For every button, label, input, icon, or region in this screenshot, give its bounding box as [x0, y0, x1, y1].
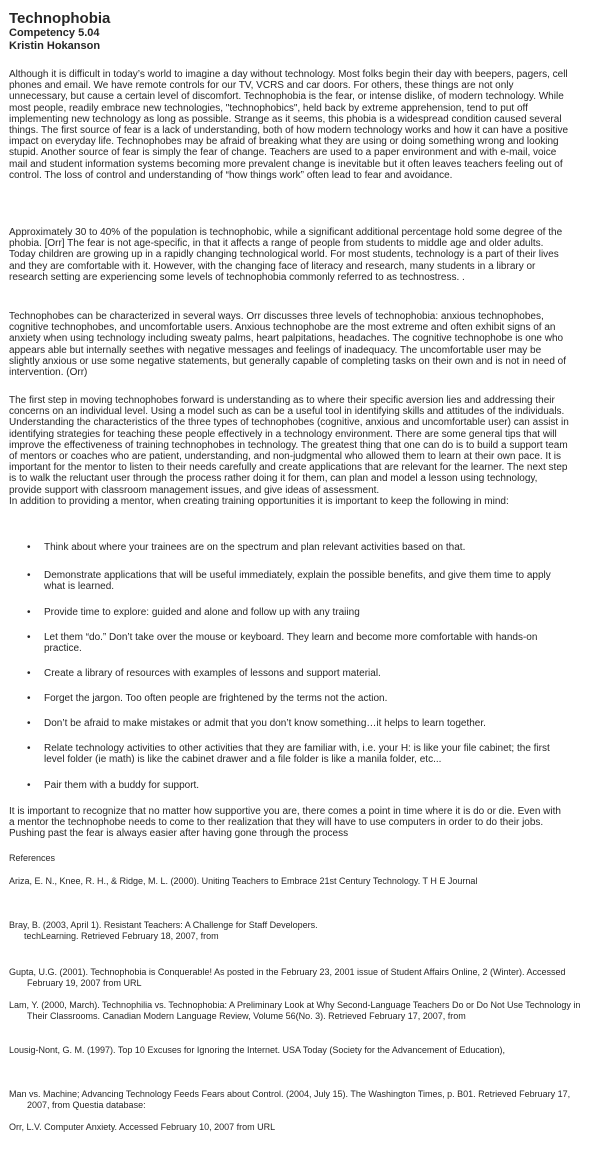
list-item-text: Let them “do.” Don’t take over the mouse or keyboard. They learn and become more comfortable with hands-on practice. — [44, 632, 538, 655]
list-item — [0, 743, 564, 766]
reference-item: techLearning. Retrieved February 18, 2007, from — [24, 931, 219, 941]
reference-item: Orr, L.V. Computer Anxiety. Accessed February 10, 2007 from URL — [9, 1122, 276, 1132]
list-item-text: Provide time to explore: guided and alone and follow up with any traiing — [44, 607, 360, 618]
paragraph-closing — [9, 806, 569, 840]
list-item-text: Demonstrate applications that will be useful immediately, explain the possible benefits, and give them time to apply what is learned. — [44, 570, 551, 593]
bullet-icon: • — [27, 743, 31, 754]
list-item-text: Think about where your trainees are on the spectrum and plan relevant activities based on that. — [44, 542, 466, 553]
reference-item: Lam, Y. (2000, March). Technophilia vs. Technophobia: A Preliminary Look at Why Second-Language Teachers Do or Do Not Use Technology in Their Classrooms. Canadian Modern Language Review, Volume 56(No. 3). Retrieved February 17, 2007, from — [9, 1000, 581, 1021]
list-item — [0, 780, 564, 791]
bullet-icon: • — [27, 693, 31, 704]
list-item-text: Relate technology activities to other activities that they are familiar with, i.e. your H: is like your file cabinet; the first level folder (ie math) is like the cabinet drawer and a file folder is like a manila folder, etc... — [44, 743, 550, 766]
bullet-icon: • — [27, 607, 31, 618]
list-item — [0, 570, 564, 593]
bullet-icon: • — [27, 780, 31, 791]
list-item-text: Pair them with a buddy for support. — [44, 780, 200, 791]
list-item — [0, 632, 564, 655]
paragraph-types — [9, 311, 569, 378]
paragraph-text: Approximately 30 to 40% of the population is technophobic, while a significant additional percentage hold some degree of the phobia. [Orr] The fear is not age-specific, in that it affects a range of people from students to middle age and older adults. Today children are growing up in a rapidly changing technological world. For most students, technology is a part of their lives and they are comfortable with it. However, with the changing face of literacy and research, many students in a library or research setting are experiencing some levels of technophobia commonly referred to as technostress. . — [9, 227, 563, 283]
paragraph-text: In addition to providing a mentor, when creating training opportunities it is important to keep the following in mind: — [9, 495, 509, 507]
paragraph-first-step — [9, 395, 569, 507]
bullet-icon: • — [27, 542, 31, 553]
bullet-icon: • — [27, 668, 31, 679]
document-header — [9, 10, 110, 53]
list-item — [0, 718, 564, 729]
list-item-text: Create a library of resources with examples of lessons and support material. — [44, 668, 381, 679]
list-item — [0, 607, 564, 618]
list-item — [0, 693, 564, 704]
paragraph-text: Technophobes can be characterized in several ways. Orr discusses three levels of technophobia: anxious technophobes, cognitive technophobes, and uncomfortable users. Anxious technophobe are the most extreme and often exhibit signs of an anxiety when using technology including sweaty palms, heart palpitations, headaches. The cognitive technophobe is one who appears able but internally seethes with negative messages and feelings of inadequacy. The uncomfortable user may be slightly anxious or use some negative statements, but generally capable of completing tasks on their own and is not in need of intervention. (Orr) — [9, 311, 566, 379]
reference-item: Lousig-Nont, G. M. (1997). Top 10 Excuses for Ignoring the Internet. USA Today (Society for the Advancement of Education), — [9, 1045, 505, 1055]
paragraph-statistics — [9, 227, 569, 283]
list-item-text: Forget the jargon. Too often people are frightened by the terms not the action. — [44, 693, 388, 704]
list-item — [0, 542, 564, 553]
bullet-icon: • — [27, 632, 31, 643]
list-item — [0, 668, 564, 679]
bullet-icon: • — [27, 570, 31, 581]
competency-label: Competency 5.04 — [9, 27, 100, 39]
reference-item: Gupta, U.G. (2001). Technophobia is Conquerable! As posted in the February 23, 2001 issue of Student Affairs Online, 2 (Winter). Accessed February 19, 2007 from URL — [9, 967, 566, 988]
paragraph-text: It is important to recognize that no matter how supportive you are, there comes a point in time where it is do or die. Even with a mentor the technophobe needs to come to ther realization that they will have to use computers in order to do their jobs. Pushing past the fear is always easier after having gone through the process — [9, 806, 561, 840]
list-item-text: Don’t be afraid to make mistakes or admit that you don’t know something…it helps to learn together. — [44, 718, 486, 729]
reference-item: Man vs. Machine; Advancing Technology Feeds Fears about Control. (2004, July 15). The Washington Times, p. B01. Retrieved February 17, 2007, from Questia database: — [9, 1089, 571, 1110]
paragraph-intro — [9, 69, 569, 181]
paragraph-text: Although it is difficult in today’s world to imagine a day without technology. Most folks begin their day with beepers, pagers, cell phones and email. We have remote controls for our TV, VCRS and car doors. For others, these things are not only unnecessary, but cause a certain level of discomfort. Technophobia is the fear, or intense dislike, of modern technology. While most people, readily embrace new technologies, "technophobics", held back by extreme apprehension, tend to put off implementing new technology as long as possible. Strange as it seems, this phobia is a widespread condition caused several things. The first source of fear is a lack of understanding, both of how modern technology works and how it can have a positive impact on everyday life. Technophobes may be afraid of breaking what they are using or doing something wrong and looking stupid. Another source of fear is simply the fear of change. Teachers are used to a paper environment and with e-mail, voice mail and student information systems becoming more prevalent change is inevitable but it often leaves teachers feeling out of control. The loss of control and understanding of “how things work” often lead to fear and avoidance. — [9, 69, 569, 181]
author-name: Kristin Hokanson — [9, 40, 101, 52]
document-title: Technophobia — [9, 10, 111, 27]
references-heading: References — [9, 853, 56, 863]
bullet-icon: • — [27, 718, 31, 729]
reference-item: Bray, B. (2003, April 1). Resistant Teachers: A Challenge for Staff Developers. — [9, 920, 318, 930]
paragraph-text: The first step in moving technophobes forward is understanding as to where their specific aversion lies and addressing their concerns on an individual level. Using a model such as can be a useful tool in identifying skills and attitudes of the individuals. Understanding the characteristics of the three types of technophobes (cognitive, anxious and uncomfortable user) can assist in identifying strategies for teaching these people effectively in a technology environment. There are some general tips that will improve the effectiveness of training technophobes in technology. The greatest thing that one can do is to build a support team of mentors or coaches who are patient, understanding, and non-judgmental who allowed them to learn at their own pace. It is important for the mentor to listen to their needs carefully and create applications that are relevant for the learner. The next step is to walk the reluctant user through the process rather doing it for them, can plan and model a lesson using technology, provide support with classroom management issues, and give ideas of assessment. — [9, 395, 569, 496]
reference-item: Ariza, E. N., Knee, R. H., & Ridge, M. L. (2000). Uniting Teachers to Embrace 21st Century Technology. T H E Journal — [9, 876, 478, 886]
